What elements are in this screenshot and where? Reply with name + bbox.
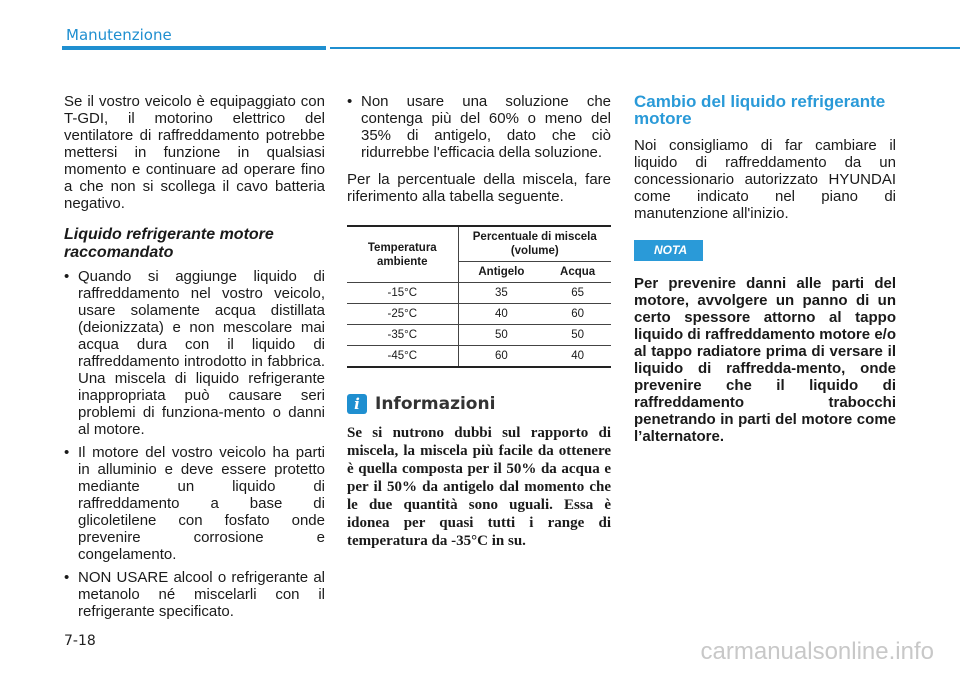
antifreeze-header: Antigelo — [458, 262, 544, 283]
bullet-item: • NON USARE alcool o refrigerante al metanolo né miscelarli con il refrigerante specificato. — [64, 569, 325, 620]
section-header: Manutenzione — [66, 26, 172, 44]
header-rule-thick — [62, 46, 326, 50]
mix-header: Percentuale di miscela (volume) — [458, 226, 611, 262]
intro-paragraph: Se il vostro veicolo è equipaggiato con T-GDI, il motorino elettrico del ventilatore di raffreddamento potrebbe mettersi in funzione in qualsiasi momento e continuare ad operare fino a che non si scollega il cavo batteria negativo. — [64, 93, 325, 212]
column-right — [634, 93, 896, 445]
coolant-change-heading: Cambio del liquido refrigerante motore — [634, 92, 886, 128]
column-middle — [347, 93, 611, 550]
header-rule-thin — [330, 47, 960, 49]
antifreeze-cell: 40 — [458, 304, 544, 325]
water-cell: 50 — [544, 325, 611, 346]
info-text: Se si nutrono dubbi sul rapporto di miscela, la miscela più facile da ottenere è quella composta per il 50% da acqua e per il 50% da antigelo dal momento che le due quantità sono uguali. Essa è idonea per quasi tutti i range di temperatura da -35°C in su. — [347, 425, 611, 549]
temp-cell: -35°C — [347, 325, 458, 346]
bullet-item: • Il motore del vostro veicolo ha parti in alluminio e deve essere protetto mediante un liquido di raffreddamento a base di glicoletilene con fosfato onde prevenire corrosione e congelamento. — [64, 444, 325, 563]
antifreeze-cell: 35 — [458, 283, 544, 304]
info-box-title — [347, 394, 611, 414]
bullet-item: • Non usare una soluzione che contenga più del 60% o meno del 35% di antigelo, dato che ciò ridurrebbe l'efficacia della soluzione. — [347, 93, 611, 161]
mixture-bullet-list — [347, 93, 611, 161]
watermark: carmanualsonline.info — [700, 638, 934, 665]
coolant-subheading: Liquido refrigerante motore raccomandato — [64, 226, 274, 261]
temp-header: Temperatura ambiente — [347, 226, 458, 283]
bullet-item: • Quando si aggiunge liquido di raffreddamento nel vostro veicolo, usare solamente acqua distillata (deionizzata) e non mescolare mai acqua dura con il liquido di raffreddamento introdotto in fabbrica. Una miscela di liquido refrigerante inappropriata può causare seri problemi di funziona-mento o danni al motore. — [64, 268, 325, 438]
antifreeze-cell: 60 — [458, 346, 544, 368]
coolant-mixture-table — [347, 225, 611, 368]
table-row — [347, 325, 611, 346]
coolant-bullet-list — [64, 268, 325, 620]
column-left — [64, 93, 325, 626]
coolant-change-paragraph: Noi consigliamo di far cambiare il liquido di raffreddamento da un concessionario autorizzato HYUNDAI come indicato nel piano di manutenzione all'inizio. — [634, 137, 896, 222]
water-cell: 65 — [544, 283, 611, 304]
temp-cell: -25°C — [347, 304, 458, 325]
info-icon: i — [347, 394, 367, 414]
note-text: Per prevenire danni alle parti del motore, avvolgere un panno di un certo spessore attorno al tappo liquido di raffreddamento motore e/o al tappo radiatore prima di versare il liquido di raffredda-mento, onde prevenire che il liquido di raffreddamento trabocchi penetrando in parti del motore come l’alternatore. — [634, 275, 896, 445]
water-header: Acqua — [544, 262, 611, 283]
page-number: 7-18 — [64, 633, 96, 649]
antifreeze-cell: 50 — [458, 325, 544, 346]
water-cell: 60 — [544, 304, 611, 325]
table-row — [347, 304, 611, 325]
temp-cell: -45°C — [347, 346, 458, 368]
note-badge: NOTA — [634, 240, 703, 261]
table-reference-paragraph: Per la percentuale della miscela, fare riferimento alla tabella seguente. — [347, 171, 611, 205]
water-cell: 40 — [544, 346, 611, 368]
info-label: Informazioni — [375, 393, 496, 414]
table-row — [347, 346, 611, 368]
table-row — [347, 283, 611, 304]
temp-cell: -15°C — [347, 283, 458, 304]
